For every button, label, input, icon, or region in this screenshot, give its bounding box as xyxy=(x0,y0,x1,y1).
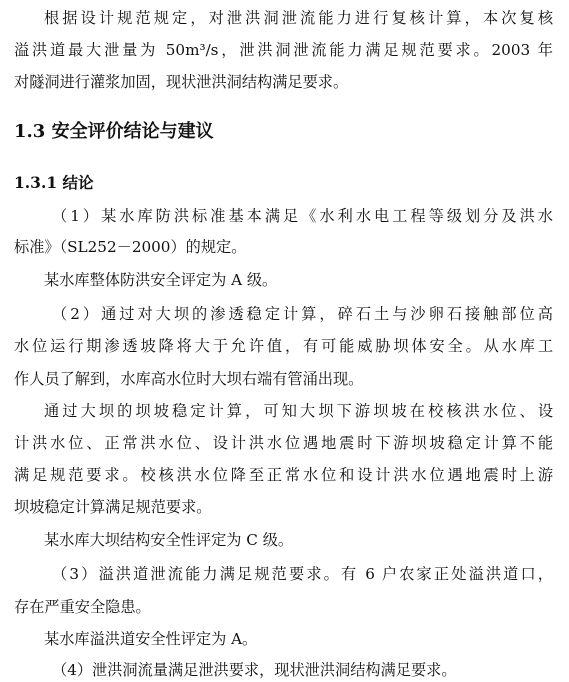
paragraph-3-line-1: 通过大坝的坝坡稳定计算，可知大坝下游坝坡在校核洪水位、设 xyxy=(44,402,553,420)
paragraph-5-line-1: （4）泄洪洞流量满足泄洪要求，现状泄洪洞结构满足要求。 xyxy=(52,661,457,679)
section-heading: 1.3 安全评价结论与建议 xyxy=(14,121,214,142)
paragraph-3-line-3: 满足规范要求。校核洪水位降至正常水位和设计洪水位遇地震时上游 xyxy=(14,466,553,484)
paragraph-2-line-3: 作人员了解到，水库高水位时大坝右端有管涌出现。 xyxy=(14,370,364,388)
paragraph-4-conclusion: 某水库溢洪道安全性评定为 A。 xyxy=(44,630,258,648)
paragraph-3-line-4: 坝坡稳定计算满足规范要求。 xyxy=(14,498,212,516)
paragraph-1-line-1: （1）某水库防洪标准基本满足《水利水电工程等级划分及洪水 xyxy=(52,207,553,225)
paragraph-4-line-1: （3）溢洪道泄流能力满足规范要求。有 6 户农家正处溢洪道口， xyxy=(52,565,553,583)
intro-line-2: 溢洪道最大泄量为 50m³/s，泄洪洞泄流能力满足规范要求。2003 年 xyxy=(14,41,553,59)
paragraph-2-line-2: 水位运行期渗透坡降将大于允许值，有可能威胁坝体安全。从水库工 xyxy=(14,337,553,355)
subsection-heading: 1.3.1 结论 xyxy=(14,173,94,192)
intro-line-3: 对隧洞进行灌浆加固，现状泄洪洞结构满足要求。 xyxy=(14,73,349,91)
paragraph-1-line-2: 标准》（SL252－2000）的规定。 xyxy=(14,238,247,256)
paragraph-3-line-2: 计洪水位、正常洪水位、设计洪水位遇地震时下游坝坡稳定计算不能 xyxy=(14,434,553,452)
intro-line-1: 根据设计规范规定，对泄洪洞泄流能力进行复核计算，本次复核 xyxy=(44,9,553,27)
paragraph-4-line-2: 存在严重安全隐患。 xyxy=(14,598,151,616)
paragraph-3-conclusion: 某水库大坝结构安全性评定为 C 级。 xyxy=(44,531,294,549)
paragraph-2-line-1: （2）通过对大坝的渗透稳定计算，碎石土与沙卵石接触部位高 xyxy=(52,305,553,323)
paragraph-1-conclusion: 某水库整体防洪安全评定为 A 级。 xyxy=(44,271,278,289)
